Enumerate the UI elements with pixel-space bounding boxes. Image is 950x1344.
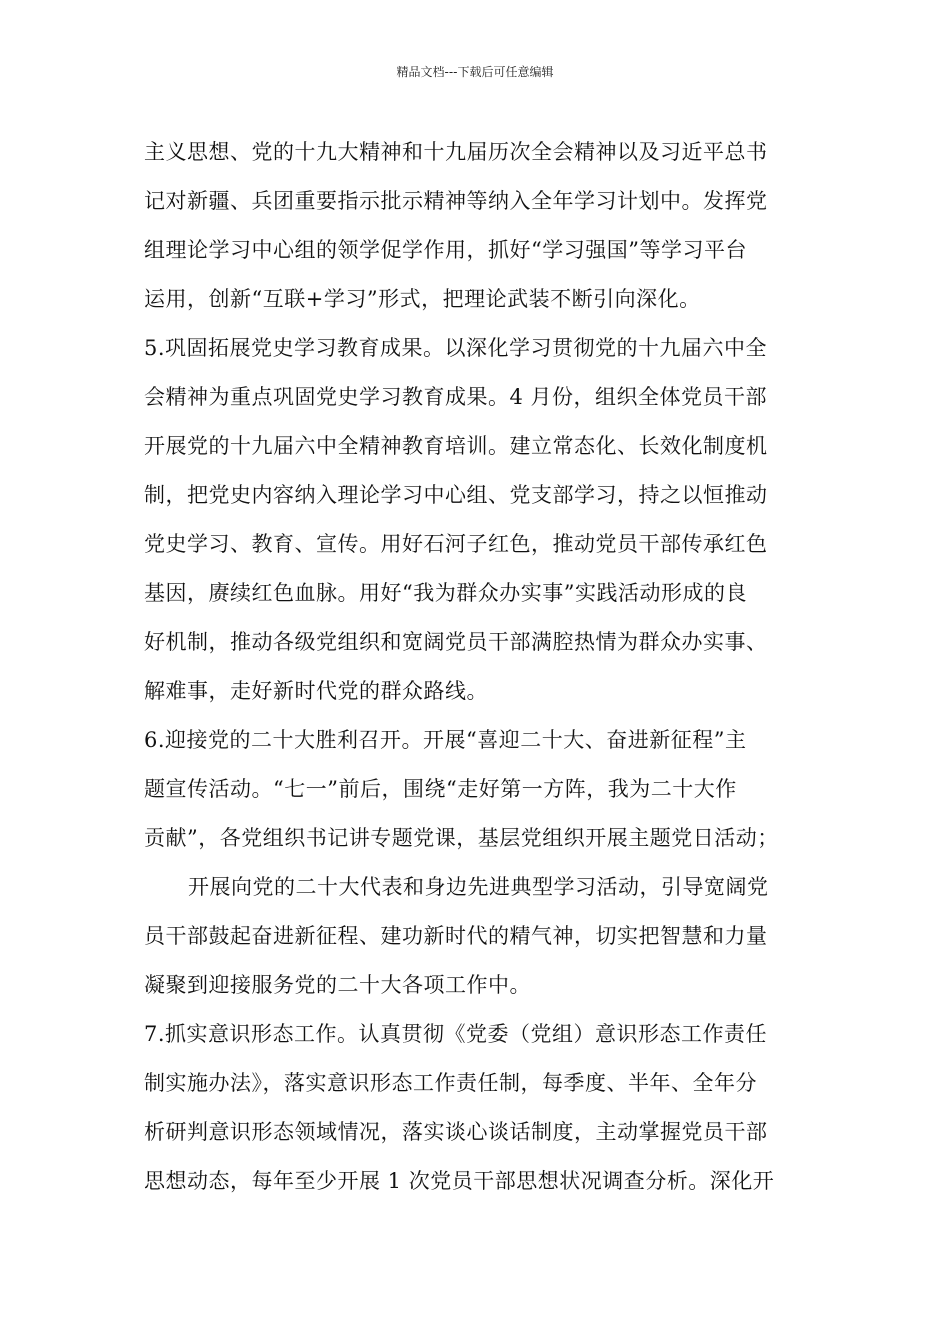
- text-line: 5.巩固拓展党史学习教育成果。以深化学习贯彻党的十九届六中全: [144, 336, 768, 360]
- text-line: 开展向党的二十大代表和身边先进典型学习活动，引导宽阔党: [188, 875, 769, 899]
- text-line: 记对新疆、兵团重要指示批示精神等纳入全年学习计划中。发挥党: [144, 189, 768, 213]
- text-line: 制，把党史内容纳入理论学习中心组、党支部学习，持之以恒推动: [144, 483, 768, 507]
- text-line: 员干部鼓起奋进新征程、建功新时代的精气神，切实把智慧和力量: [144, 924, 768, 948]
- text-line: 党史学习、教育、宣传。用好石河子红色，推动党员干部传承红色: [144, 532, 768, 556]
- text-line: 凝聚到迎接服务党的二十大各项工作中。: [144, 973, 531, 997]
- text-line: 会精神为重点巩固党史学习教育成果。4 月份，组织全体党员干部: [144, 385, 768, 409]
- text-line: 制实施办法》，落实意识形态工作责任制，每季度、半年、全年分: [144, 1071, 757, 1095]
- text-line: 开展党的十九届六中全精神教育培训。建立常态化、长效化制度机: [144, 434, 768, 458]
- text-line: 贡献”，各党组织书记讲专题党课，基层党组织开展主题党日活动；: [144, 826, 779, 850]
- text-line: 题宣传活动。“七一”前后，围绕“走好第一方阵，我为二十大作: [144, 777, 737, 801]
- text-line: 6.迎接党的二十大胜利召开。开展“喜迎二十大、奋进新征程”主: [144, 728, 747, 752]
- text-line: 析研判意识形态领域情况，落实谈心谈话制度，主动掌握党员干部: [144, 1120, 768, 1144]
- text-line: 解难事，走好新时代党的群众路线。: [144, 679, 488, 703]
- text-line: 7.抓实意识形态工作。认真贯彻《党委（党组）意识形态工作责任: [144, 1022, 768, 1046]
- text-line: 主义思想、党的十九大精神和十九届历次全会精神以及习近平总书: [144, 140, 768, 164]
- text-line: 思想动态，每年至少开展 1 次党员干部思想状况调查分析。深化开: [144, 1169, 775, 1193]
- text-line: 组理论学习中心组的领学促学作用，抓好“学习强国”等学习平台: [144, 238, 747, 262]
- text-line: 好机制，推动各级党组织和宽阔党员干部满腔热情为群众办实事、: [144, 630, 768, 654]
- page-header: 精品文档---下载后可任意编辑: [396, 65, 554, 79]
- text-line: 运用，创新“互联+学习”形式，把理论武装不断引向深化。: [144, 287, 701, 311]
- text-line: 基因，赓续红色血脉。用好“我为群众办实事”实践活动形成的良: [144, 581, 747, 605]
